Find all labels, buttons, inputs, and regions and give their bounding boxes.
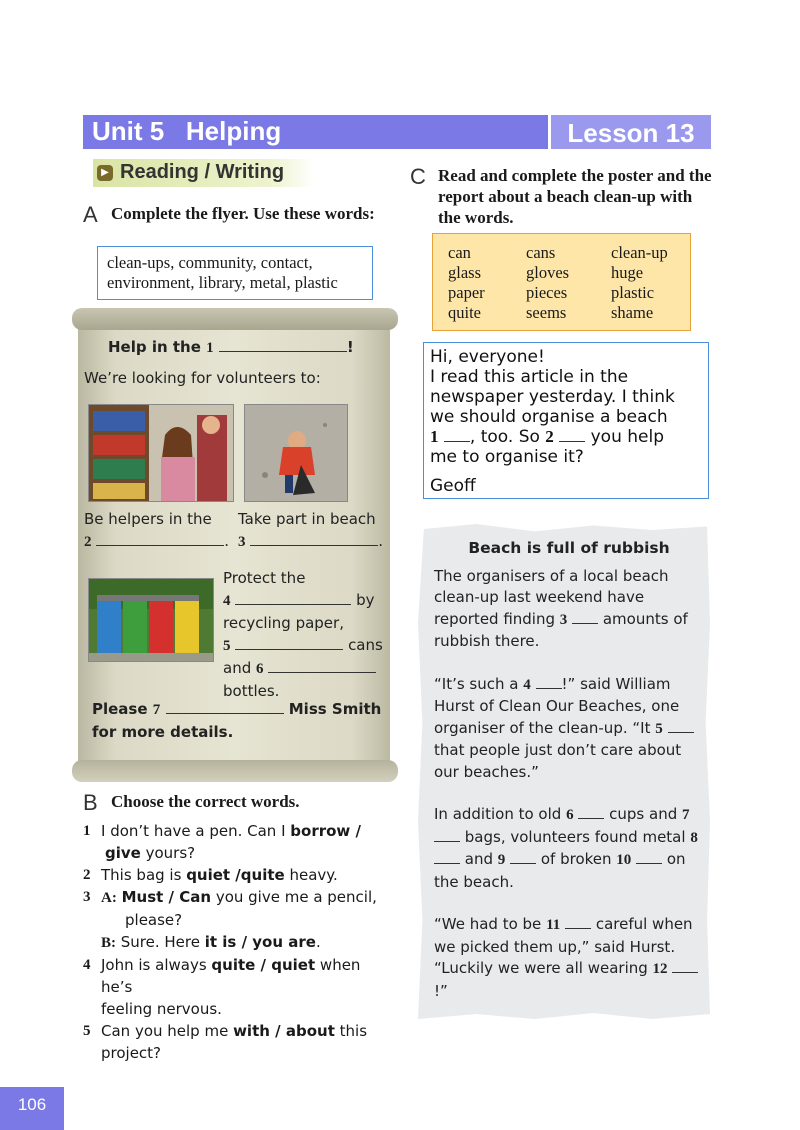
list-item: 4 John is always quite / quiet when he’s feeling nervous. bbox=[83, 956, 361, 1018]
poster-note-text: Hi, everyone! I read this article in the newspaper yesterday. I think we should organise a beach 1 , too. So 2 you help me to organise it? Geoff bbox=[430, 347, 675, 496]
section-b-letter: B bbox=[83, 790, 98, 815]
section-b-list bbox=[83, 820, 393, 1064]
word: quite bbox=[448, 303, 481, 322]
section-label: Reading / Writing bbox=[120, 161, 285, 183]
word: clean-up bbox=[611, 243, 668, 262]
section-a-letter: A bbox=[83, 202, 98, 227]
choice[interactable]: it is / you are bbox=[204, 933, 316, 951]
library-photo bbox=[88, 404, 234, 502]
page-number: 106 bbox=[0, 1087, 64, 1130]
choice[interactable]: Must / Can bbox=[121, 888, 212, 906]
choice[interactable]: give bbox=[105, 844, 141, 862]
recycling-bins-photo bbox=[88, 578, 214, 662]
blank-5[interactable] bbox=[235, 637, 343, 650]
scroll-bottom-roll bbox=[72, 760, 398, 782]
unit-title: Unit 5 Helping bbox=[92, 116, 282, 146]
word: huge bbox=[611, 263, 644, 282]
word: pieces bbox=[526, 283, 568, 302]
lesson-title: Lesson 13 bbox=[548, 115, 711, 149]
play-icon: ▶ bbox=[97, 165, 113, 181]
word: cans bbox=[526, 243, 556, 262]
report-title: Beach is full of rubbish bbox=[468, 539, 670, 557]
section-b-title: Choose the correct words. bbox=[111, 792, 300, 811]
flyer-heading: Help in the 1 ! bbox=[108, 338, 354, 356]
section-a-words: clean-ups, community, contact, environment, library, metal, plastic bbox=[107, 253, 338, 292]
list-item: 1 I don’t have a pen. Can I borrow / give yours? bbox=[83, 822, 361, 862]
report-text: Beach is full of rubbish The organisers of a local beach clean-up last weekend have reported finding 3 amounts of rubbish there. “It’s such a 4 !” said William Hurst of Clean Our Beaches, one organiser of the clean-up. “It 5 that people just don’t care about our beaches.” In addition to old 6 cups and 7 bags, volunteers found metal 8 and 9 of broken 10 on the beach. “We had to be 11 careful when we picked them up,” said Hurst. “Luckily we were all wearing 12 !” bbox=[434, 538, 704, 1023]
blank-2[interactable] bbox=[559, 429, 585, 442]
blank-4[interactable] bbox=[235, 592, 351, 605]
blank-7[interactable] bbox=[166, 701, 284, 714]
section-c-title: Read and complete the poster and the report about a beach clean-up with the words. bbox=[438, 166, 712, 227]
blank-6[interactable] bbox=[578, 806, 604, 819]
blank-2[interactable] bbox=[96, 533, 224, 546]
blank-3[interactable] bbox=[250, 533, 378, 546]
choice[interactable]: quite / quiet bbox=[211, 956, 316, 974]
blank-4[interactable] bbox=[536, 676, 562, 689]
blank-6[interactable] bbox=[268, 660, 376, 673]
blank-12[interactable] bbox=[672, 960, 698, 973]
flyer-col1: Be helpers in the 2 . bbox=[84, 510, 230, 550]
blank-10[interactable] bbox=[636, 851, 662, 864]
word: can bbox=[448, 243, 471, 262]
beach-cleanup-photo bbox=[244, 404, 348, 502]
blank-7[interactable] bbox=[434, 829, 460, 842]
flyer-protect: Protect the 4 by recycling paper, 5 cans and 6 bottles. bbox=[223, 569, 383, 700]
section-a-title: Complete the flyer. Use these words: bbox=[111, 204, 375, 223]
flyer-col2: Take part in beach 3 . bbox=[238, 510, 384, 550]
scroll-top-roll bbox=[72, 308, 398, 330]
section-c-letter: C bbox=[410, 164, 426, 189]
blank-1[interactable] bbox=[444, 429, 470, 442]
list-item: 3 A: Must / Can you give me a pencil, please? B: Sure. Here it is / you are. bbox=[83, 888, 377, 951]
word: shame bbox=[611, 303, 654, 322]
blank-5[interactable] bbox=[668, 720, 694, 733]
blank-1[interactable] bbox=[219, 339, 347, 352]
blank-3[interactable] bbox=[572, 611, 598, 624]
word: seems bbox=[526, 303, 567, 322]
word: plastic bbox=[611, 283, 655, 302]
choice[interactable]: borrow / bbox=[290, 822, 361, 840]
blank-9[interactable] bbox=[510, 851, 536, 864]
list-item: 2 This bag is quiet /quite heavy. bbox=[83, 866, 338, 884]
word: gloves bbox=[526, 263, 570, 282]
flyer-intro: We’re looking for volunteers to: bbox=[84, 369, 321, 387]
blank-11[interactable] bbox=[565, 916, 591, 929]
blank-8[interactable] bbox=[434, 851, 460, 864]
flyer-contact: Please 7 Miss Smith for more details. bbox=[92, 700, 382, 741]
list-item: 5 Can you help me with / about this project? bbox=[83, 1022, 368, 1062]
choice[interactable]: quiet /quite bbox=[186, 866, 285, 884]
word: paper bbox=[448, 283, 485, 302]
word: glass bbox=[448, 263, 481, 282]
choice[interactable]: with / about bbox=[233, 1022, 335, 1040]
